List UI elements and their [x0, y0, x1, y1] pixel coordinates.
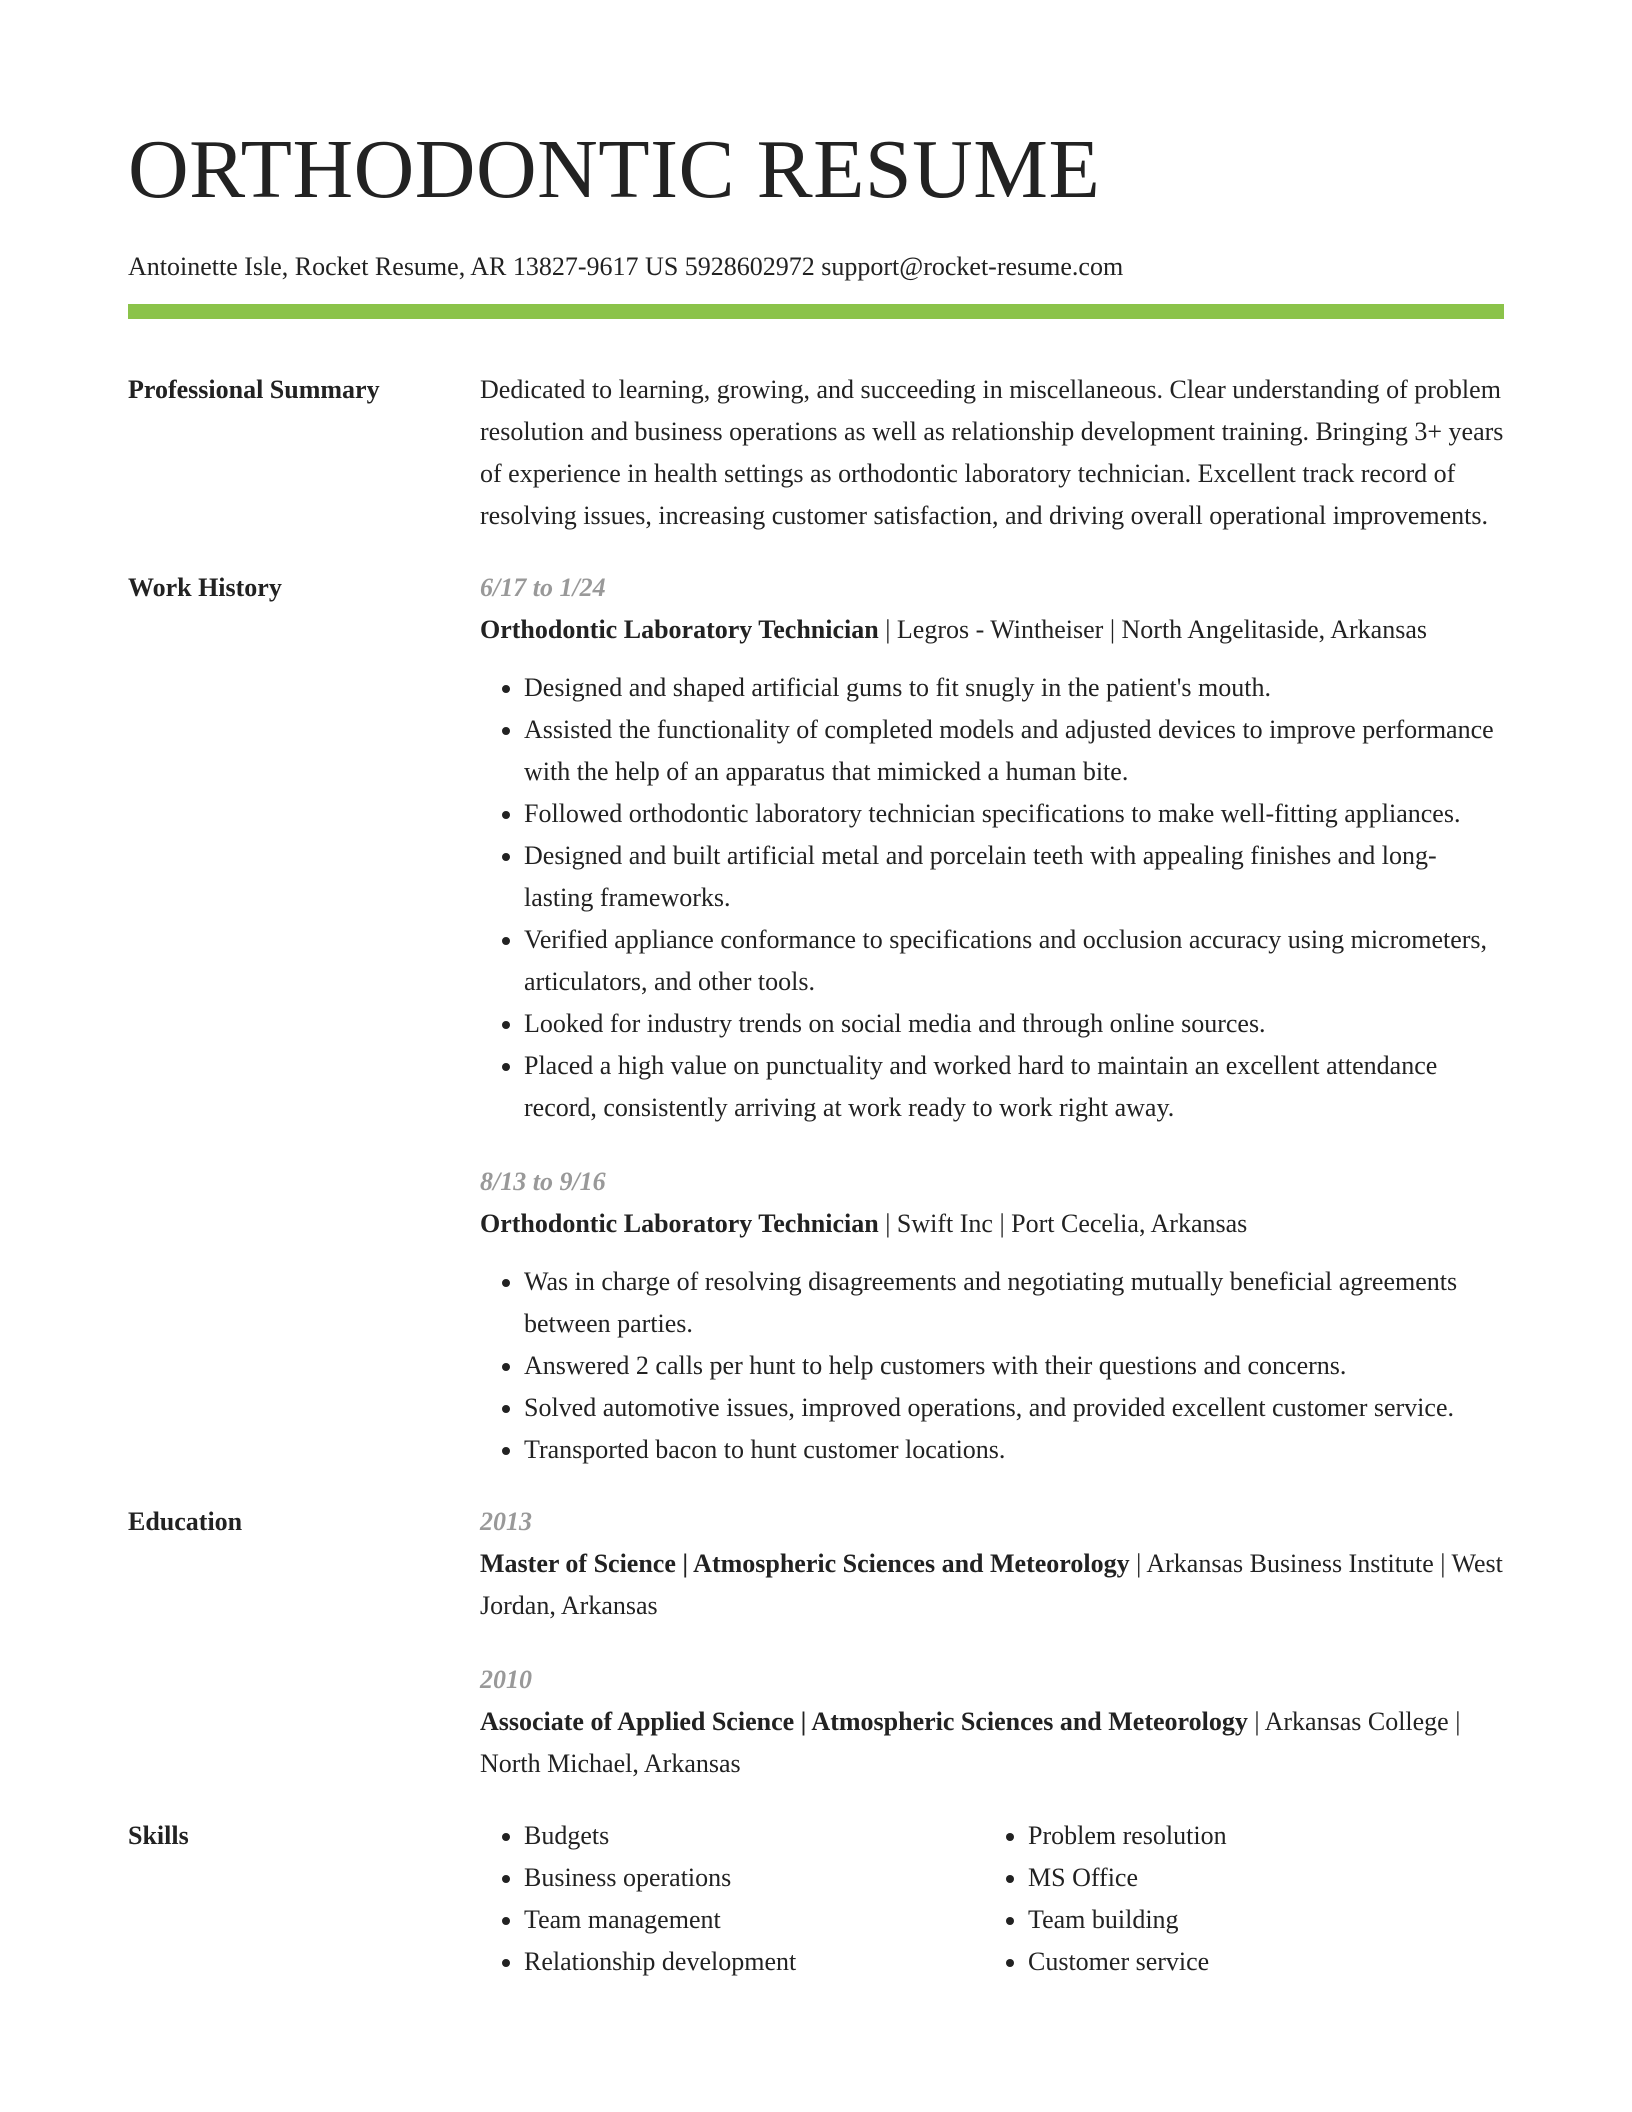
education-entry [480, 1501, 1504, 1627]
education-section [128, 1501, 1504, 1785]
job-bullet: • Verified appliance conformance to specifications and occlusion accuracy using micrometers, articulators, and other tools. [524, 919, 1504, 1003]
job-details: | Legros - Wintheiser | North Angelitaside, Arkansas [878, 615, 1427, 644]
job-bullet: • Solved automotive issues, improved operations, and provided excellent customer service. [524, 1387, 1504, 1429]
job-bullet: • Transported bacon to hunt customer locations. [524, 1429, 1504, 1471]
skill-item: • Team building [1028, 1899, 1468, 1941]
job-entry [480, 567, 1504, 1129]
job-title: Orthodontic Laboratory Technician [480, 1209, 879, 1238]
accent-divider [128, 304, 1504, 319]
job-heading [480, 609, 1504, 651]
education-entry [480, 1659, 1504, 1785]
degree-title: Master of Science | Atmospheric Sciences and Meteorology [480, 1549, 1130, 1578]
skill-item: • MS Office [1028, 1857, 1468, 1899]
education-year: 2010 [480, 1665, 532, 1694]
skill-item: • Business operations [524, 1857, 984, 1899]
resume-page [128, 0, 1504, 1983]
skill-item: • Customer service [1028, 1941, 1468, 1983]
job-bullets [480, 1261, 1504, 1471]
section-label-education: Education [128, 1507, 243, 1536]
job-dates: 8/13 to 9/16 [480, 1167, 606, 1196]
summary-text: Dedicated to learning, growing, and succeeding in miscellaneous. Clear understanding of problem resolution and business operations as well as relationship development training. Bringing 3+ years of experience in health settings as orthodontic laboratory technician. Excellent track record of resolving issues, increasing customer satisfaction, and driving overall operational improvements. [480, 375, 1504, 530]
job-bullet: • Designed and built artificial metal and porcelain teeth with appealing finishes and long-lasting frameworks. [524, 835, 1504, 919]
job-dates: 6/17 to 1/24 [480, 573, 606, 602]
job-bullet: • Followed orthodontic laboratory technician specifications to make well-fitting appliances. [524, 793, 1504, 835]
job-title: Orthodontic Laboratory Technician [480, 615, 879, 644]
resume-title: ORTHODONTIC RESUME [128, 123, 1101, 216]
skills-column-left [480, 1815, 984, 1983]
education-details: | Arkansas Business Institute | West Jordan, Arkansas [480, 1549, 1503, 1620]
education-year: 2013 [480, 1507, 532, 1536]
job-bullet: • Answered 2 calls per hunt to help customers with their questions and concerns. [524, 1345, 1504, 1387]
skills-column-right [984, 1815, 1468, 1983]
section-label-skills: Skills [128, 1821, 189, 1850]
education-details: | Arkansas College | North Michael, Arkansas [480, 1707, 1461, 1778]
skill-item: • Problem resolution [1028, 1815, 1468, 1857]
summary-section [128, 369, 1504, 537]
skill-item: • Relationship development [524, 1941, 984, 1983]
skills-columns [480, 1815, 1504, 1983]
education-heading [480, 1543, 1504, 1627]
section-label-work: Work History [128, 573, 282, 602]
job-bullet: • Assisted the functionality of completed models and adjusted devices to improve performance with the help of an apparatus that mimicked a human bite. [524, 709, 1504, 793]
job-bullet: • Placed a high value on punctuality and worked hard to maintain an excellent attendance record, consistently arriving at work ready to work right away. [524, 1045, 1504, 1129]
job-bullets [480, 667, 1504, 1129]
degree-title: Associate of Applied Science | Atmospheric Sciences and Meteorology [480, 1707, 1248, 1736]
job-bullet: • Looked for industry trends on social media and through online sources. [524, 1003, 1504, 1045]
contact-line: Antoinette Isle, Rocket Resume, AR 13827-9617 US 5928602972 support@rocket-resume.com [128, 252, 1124, 281]
work-history-section [128, 567, 1504, 1471]
section-label-summary: Professional Summary [128, 375, 380, 404]
job-bullet: • Designed and shaped artificial gums to fit snugly in the patient's mouth. [524, 667, 1504, 709]
job-entry [480, 1161, 1504, 1471]
job-details: | Swift Inc | Port Cecelia, Arkansas [878, 1209, 1248, 1238]
education-heading [480, 1701, 1504, 1785]
job-bullet: • Was in charge of resolving disagreements and negotiating mutually beneficial agreements between parties. [524, 1261, 1504, 1345]
skills-section [128, 1815, 1504, 1983]
skill-item: • Budgets [524, 1815, 984, 1857]
skill-item: • Team management [524, 1899, 984, 1941]
job-heading [480, 1203, 1504, 1245]
